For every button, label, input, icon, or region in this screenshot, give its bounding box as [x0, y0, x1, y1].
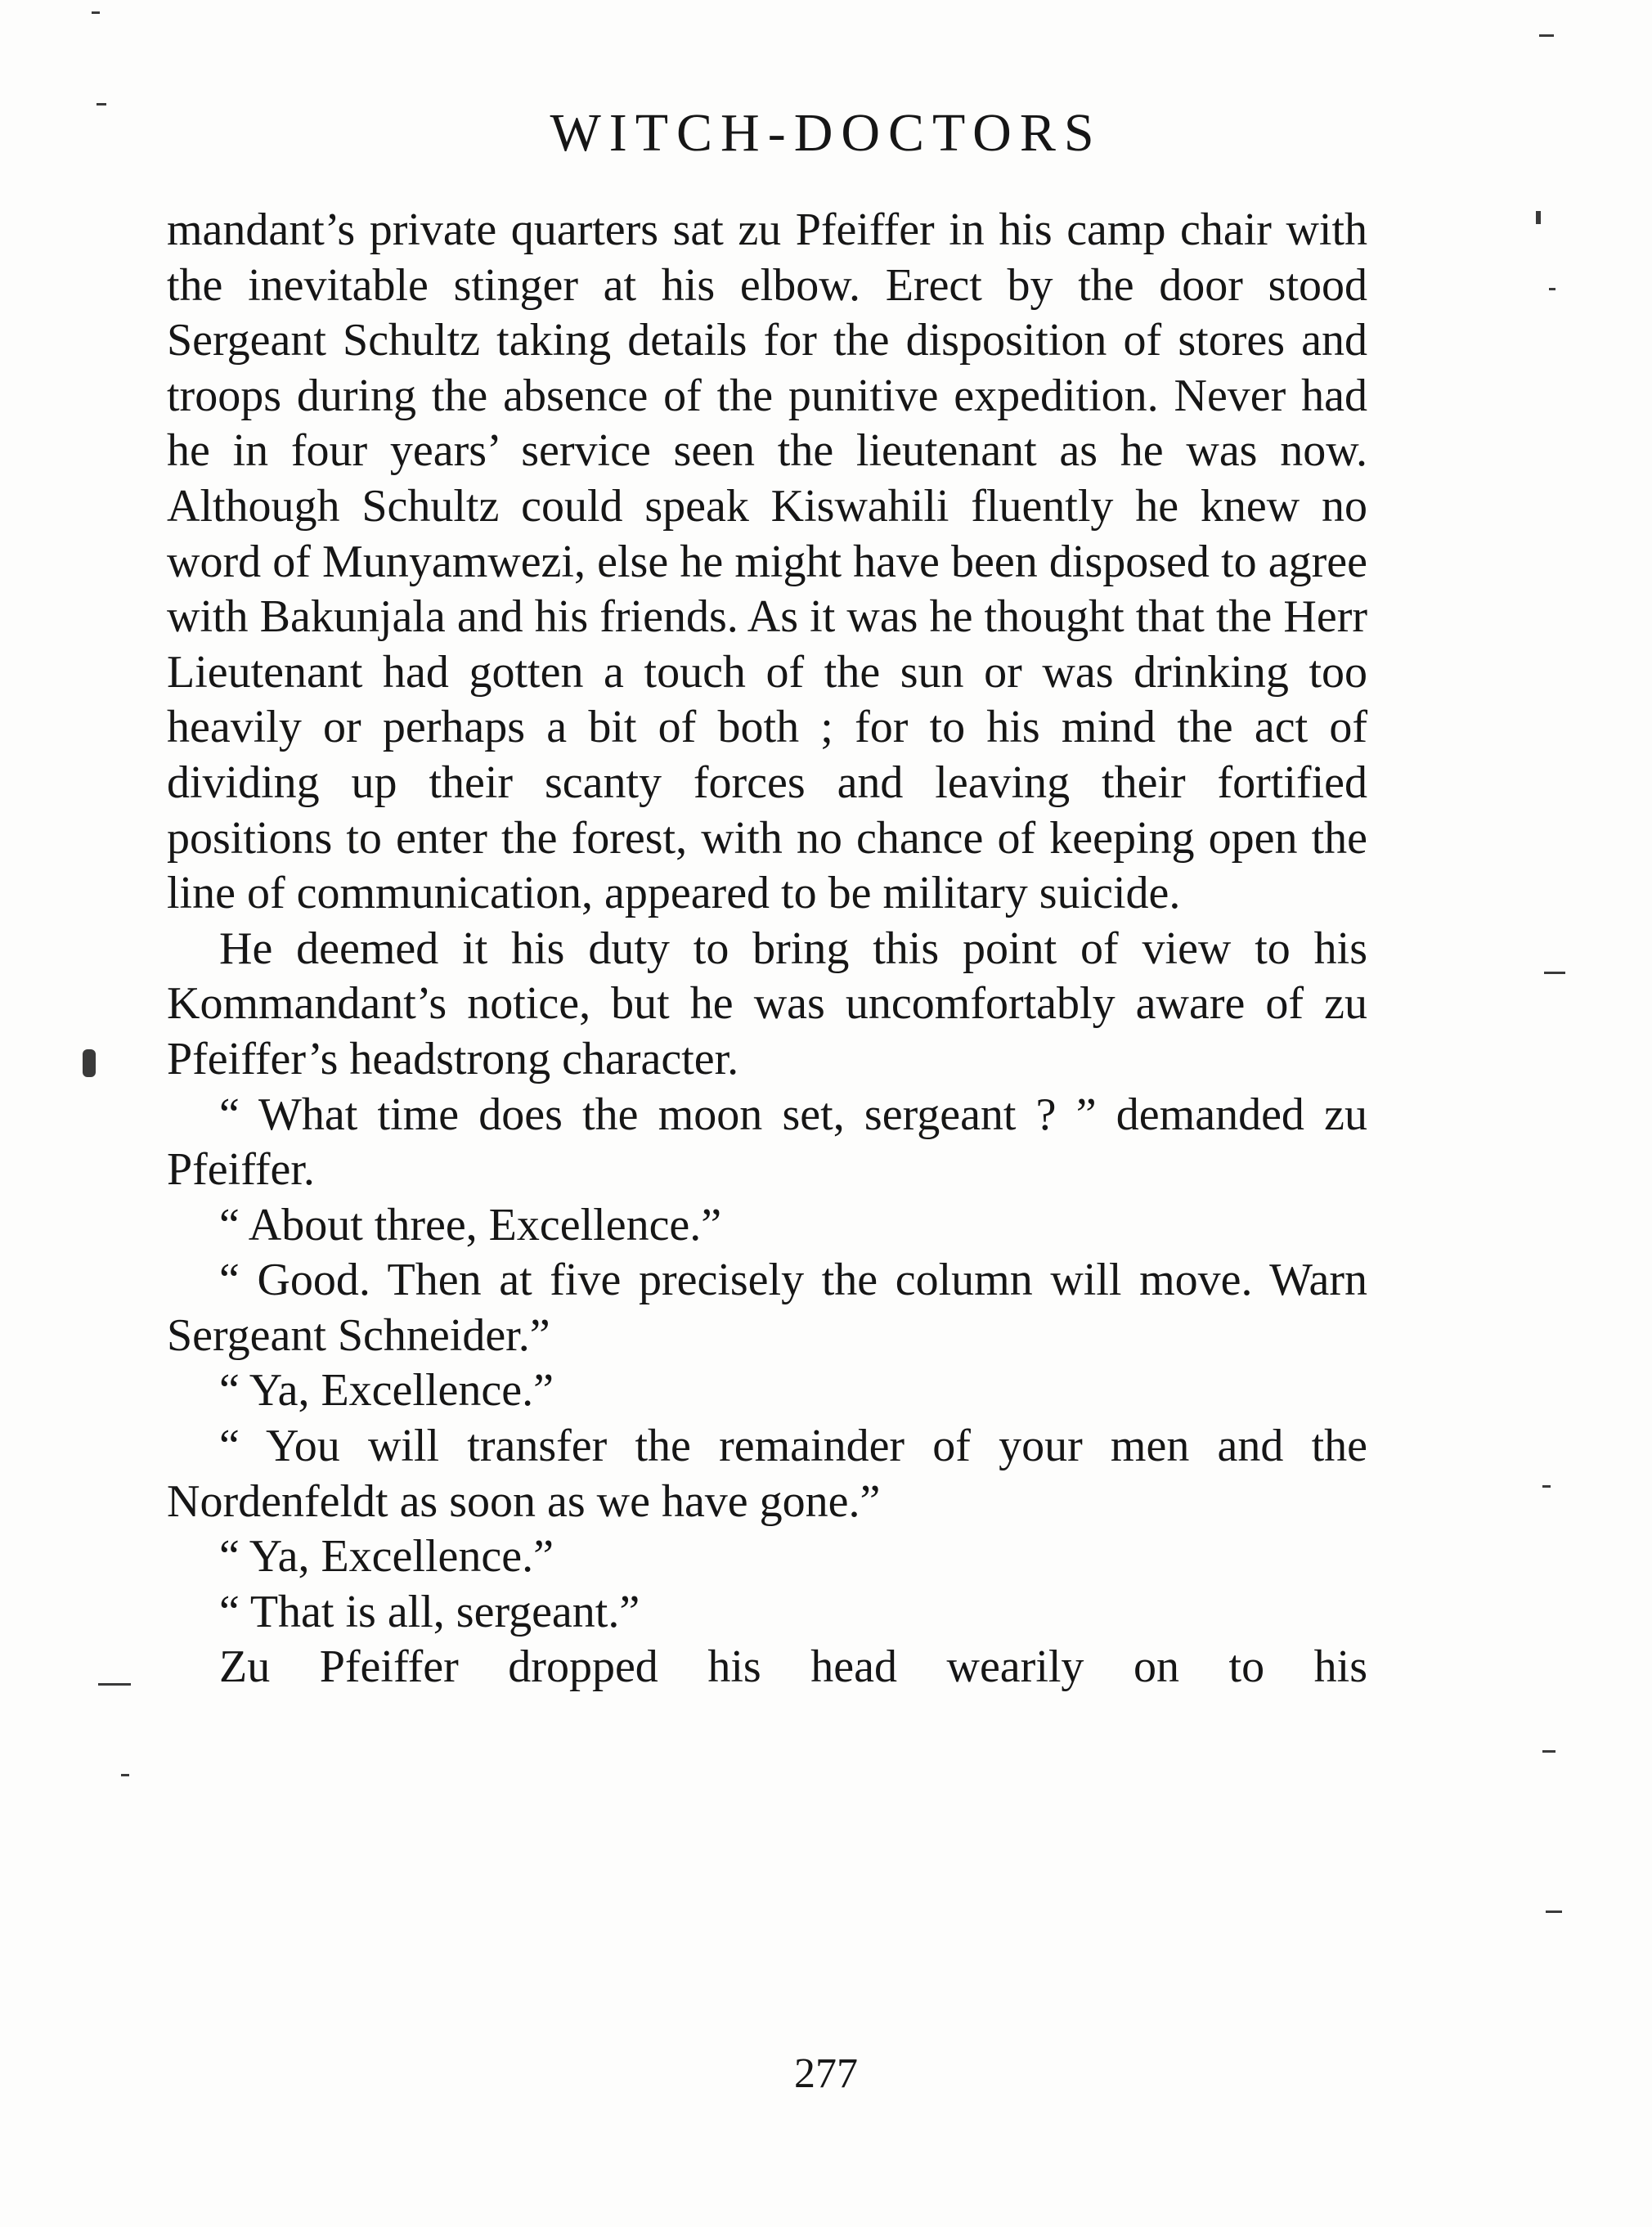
paragraph-3: “ What time does the moon set, sergeant ? ” demanded zu Pfeiffer. [167, 1089, 1367, 1196]
body-text [167, 203, 1367, 1695]
paragraph-9: “ That is all, sergeant.” [219, 1586, 640, 1637]
paragraph-1: mandant’s private quarters sat zu Pfeiffer in his camp chair with the inevitable stinger at his elbow. Erect by the door stood Sergeant Schultz taking details for the disposition of stores and troops during the absence of the punitive expedition. Never had he in four years’ service seen the lieutenant as he was now. Although Schultz could speak Kiswahili fluently he knew no word of Munyamwezi, else he might have been disposed to agree with Bakunjala and his friends. As it was he thought that the Herr Lieutenant had gotten a touch of the sun or was drinking too heavily or perhaps a bit of both ; for to his mind the act of dividing up their scanty forces and leaving their fortified positions to enter the forest, with no chance of keeping open the line of communication, appeared to be military suicide. [167, 204, 1367, 919]
scan-speck [1544, 972, 1565, 974]
scan-speck [1539, 34, 1554, 37]
paragraph-6: “ Ya, Excellence.” [219, 1365, 554, 1417]
scan-speck [1542, 1485, 1551, 1488]
scan-speck [1536, 211, 1541, 224]
scan-speck [1546, 1910, 1562, 1913]
paragraph-10: Zu Pfeiffer dropped his head wearily on to his [219, 1641, 1367, 1693]
scan-speck [121, 1774, 129, 1776]
scan-speck [98, 1683, 131, 1686]
paragraph-4: “ About three, Excellence.” [219, 1199, 722, 1250]
paragraph-5: “ Good. Then at five precisely the column will move. Warn Sergeant Schneider.” [167, 1255, 1367, 1361]
scan-speck [83, 1049, 96, 1077]
scan-speck [1549, 288, 1555, 290]
paragraph-2: He deemed it his duty to bring this point of view to his Kommandant’s notice, but he was uncomfortably aware of zu Pfeiffer’s headstrong character. [167, 923, 1367, 1084]
paragraph-7: “ You will transfer the remainder of your men and the Nordenfeldt as soon as we have gone.” [167, 1421, 1367, 1527]
scan-speck [1542, 1750, 1555, 1753]
scan-speck [92, 11, 100, 14]
scan-speck [97, 103, 106, 106]
page-number: 277 [794, 2050, 858, 2097]
running-head: WITCH-DOCTORS [550, 103, 1102, 163]
paragraph-8: “ Ya, Excellence.” [219, 1531, 554, 1583]
